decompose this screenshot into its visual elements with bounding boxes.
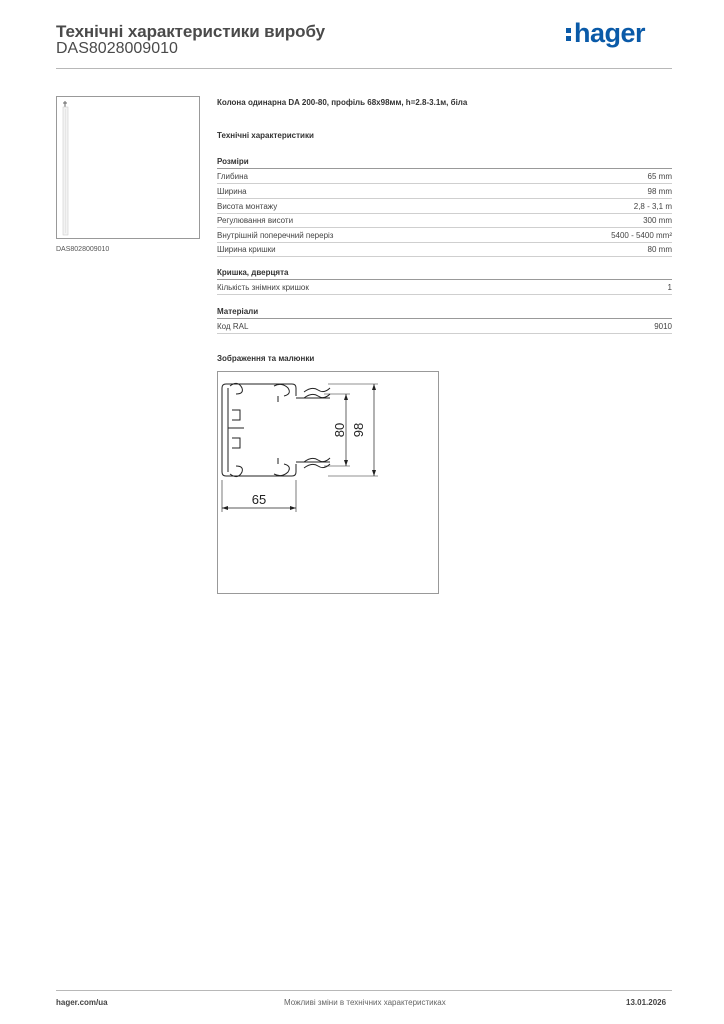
footer-date: 13.01.2026 [626,998,667,1007]
spec-value: 1 [667,282,672,292]
spec-row-width [217,184,672,199]
spec-label: Ширина [217,186,247,196]
spec-group-dimensions-title: Розміри [217,157,672,169]
logo-dots-icon [566,26,572,42]
spec-value: 98 mm [647,186,672,196]
logo-text: hager [574,18,646,48]
page-title: Технічні характеристики виробу [56,22,325,41]
spec-value: 65 mm [647,171,672,181]
header-divider [56,68,672,69]
spec-label: Регулювання висоти [217,215,294,225]
spec-label: Висота монтажу [217,201,278,211]
spec-group-cover-title: Кришка, дверцята [217,268,672,280]
spec-label: Ширина кришки [217,244,276,254]
profile-cross-section-drawing [218,372,438,593]
spec-value: 5400 - 5400 mm² [611,230,672,240]
specs-section-title: Технічні характеристики [217,131,314,140]
spec-value: 2,8 - 3,1 m [633,201,672,211]
column-product-icon [57,97,199,238]
spec-row-cover-width [217,242,672,257]
dim-depth-label: 65 [251,492,267,507]
thumbnail-caption: DAS8028009010 [56,246,110,253]
spec-value: 9010 [654,321,672,331]
spec-row-removable-covers [217,280,672,295]
spec-row-height-adjustment [217,213,672,228]
footer-notice: Можливі зміни в технічних характеристиках [284,998,446,1007]
product-thumbnail[interactable] [56,96,200,239]
spec-row-ral-code [217,319,672,334]
spec-label: Глибина [217,171,248,181]
product-name: Колона одинарна DA 200-80, профіль 68х98мм, h=2.8-3.1м, біла [217,98,468,107]
images-section-title: Зображення та малюнки [217,354,315,363]
spec-label: Код RAL [217,321,249,331]
footer-divider [56,990,672,991]
spec-group-materials-title: Матеріали [217,307,672,319]
spec-value: 80 mm [647,244,672,254]
spec-row-depth [217,169,672,184]
spec-value: 300 mm [643,215,672,225]
dim-cover-label: 80 [332,422,347,438]
product-reference: DAS8028009010 [56,40,178,57]
dim-width-label: 98 [351,422,366,438]
spec-label: Внутрішній поперечний переріз [217,230,334,240]
spec-label: Кількість знімних кришок [217,282,309,292]
spec-row-mounting-height [217,199,672,214]
spec-row-cross-section [217,228,672,243]
technical-drawing[interactable] [217,371,439,594]
footer-website-link[interactable]: hager.com/ua [56,998,108,1007]
hager-logo[interactable] [566,18,645,49]
